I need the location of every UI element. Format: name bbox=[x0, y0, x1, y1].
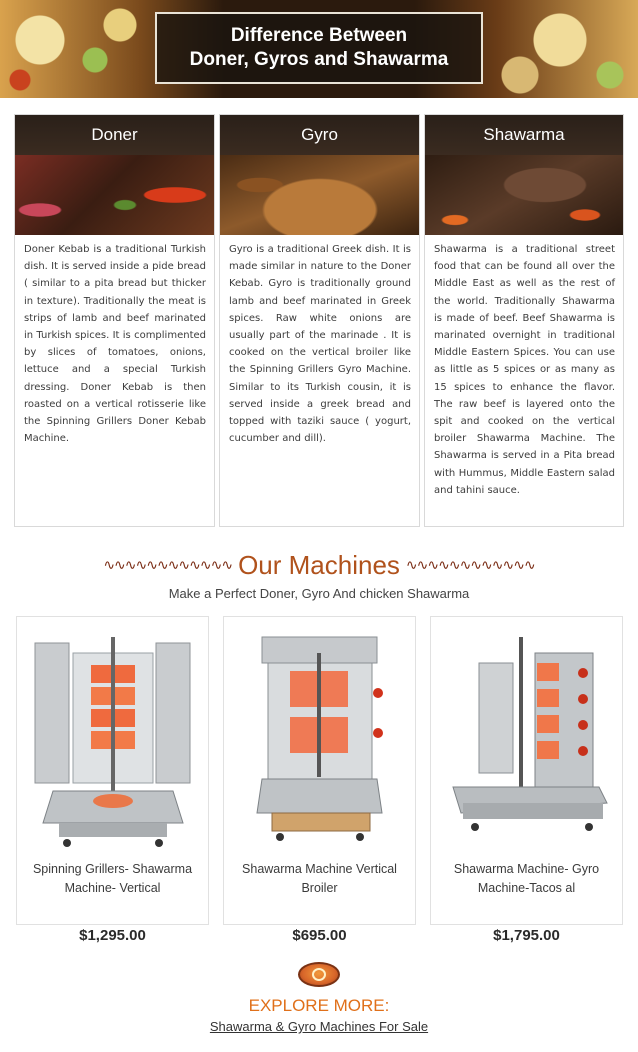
squiggle-left-ornament: ∿∿∿∿∿∿∿∿∿∿∿∿ bbox=[103, 556, 233, 573]
machine-1-price: $1,295.00 bbox=[79, 927, 146, 944]
machine-card-1[interactable] bbox=[16, 616, 209, 925]
machine-2-price: $695.00 bbox=[292, 927, 347, 944]
shawarma-gyro-machines-link[interactable]: Shawarma & Gyro Machines For Sale bbox=[209, 1019, 429, 1034]
shawarma-card bbox=[424, 114, 624, 527]
gyro-description: Gyro is a traditional Greek dish. It is made similar in nature to the Doner Kebab. Gyro is traditionally ground lamb and beef marinated in Greek spices. Raw white onions are usually part of the marinade . It is cooked on the vertical broiler like the Spinning Grillers Gyro Machine. Similar to its Turkish cousin, it is served inside a greek bread and topped with taziki sauce ( yogurt, cucumber and dill). bbox=[229, 244, 411, 445]
explore-more-heading: EXPLORE MORE: bbox=[248, 996, 390, 1015]
doner-card bbox=[14, 114, 215, 527]
machine-2-name[interactable]: Shawarma Machine Vertical Broiler bbox=[242, 862, 397, 895]
shawarma-heading: Shawarma bbox=[425, 115, 623, 155]
machines-section-title bbox=[0, 548, 638, 581]
gyro-heading: Gyro bbox=[220, 115, 419, 155]
doner-description: Doner Kebab is a traditional Turkish dish. It is served inside a pide bread ( similar to a pita bread but thicker in texture). Traditionally the meat is strips of lamb and beef marinated in Turkish spices. It is complimented by slices of tomatoes, onions, lettuce and a special Turkish dressing. Doner Kebab is then roasted on a vertical rotisserie like the Spinning Grillers Doner Kebab Machine. bbox=[24, 244, 206, 445]
banner-title-line2: Doner, Gyros and Shawarma bbox=[189, 49, 449, 70]
brand-logo-icon[interactable] bbox=[298, 962, 340, 987]
machine-1-image[interactable] bbox=[25, 623, 200, 855]
doner-image bbox=[15, 155, 214, 235]
machine-2-image[interactable] bbox=[232, 623, 407, 855]
banner-title bbox=[155, 12, 483, 84]
machines-subtitle: Make a Perfect Doner, Gyro And chicken Shawarma bbox=[168, 586, 470, 601]
machine-3-name[interactable]: Shawarma Machine- Gyro Machine-Tacos al bbox=[453, 862, 600, 895]
shawarma-image bbox=[425, 155, 623, 235]
machine-3-price: $1,795.00 bbox=[493, 927, 560, 944]
machine-card-2[interactable] bbox=[223, 616, 416, 925]
machine-3-image[interactable] bbox=[439, 623, 614, 855]
gyro-card bbox=[219, 114, 420, 527]
machines-title-text: Our Machines bbox=[238, 549, 400, 580]
squiggle-right-ornament: ∿∿∿∿∿∿∿∿∿∿∿∿ bbox=[405, 556, 535, 573]
gyro-image bbox=[220, 155, 419, 235]
doner-heading: Doner bbox=[15, 115, 214, 155]
header-banner bbox=[0, 0, 638, 98]
machine-1-name[interactable]: Spinning Grillers- Shawarma Machine- Vertical bbox=[32, 862, 193, 895]
shawarma-description: Shawarma is a traditional street food that can be found all over the Middle East as well as the rest of the world. Traditionally Shawarma is made of beef. Beef Shawarma is marinated overnight in traditional Middle Eastern Spices. You can use as little as 5 spices or as many as 15 spices to enhance the flavor. The raw beef is layered onto the spit and cooked on the vertical broiler Shawarma Machine. The Shawarma is served in a Pita bread with Hummus, Middle Eastern salad and tahini sauce. bbox=[434, 244, 615, 496]
banner-title-line1: Difference Between bbox=[230, 25, 408, 46]
machine-card-3[interactable] bbox=[430, 616, 623, 925]
